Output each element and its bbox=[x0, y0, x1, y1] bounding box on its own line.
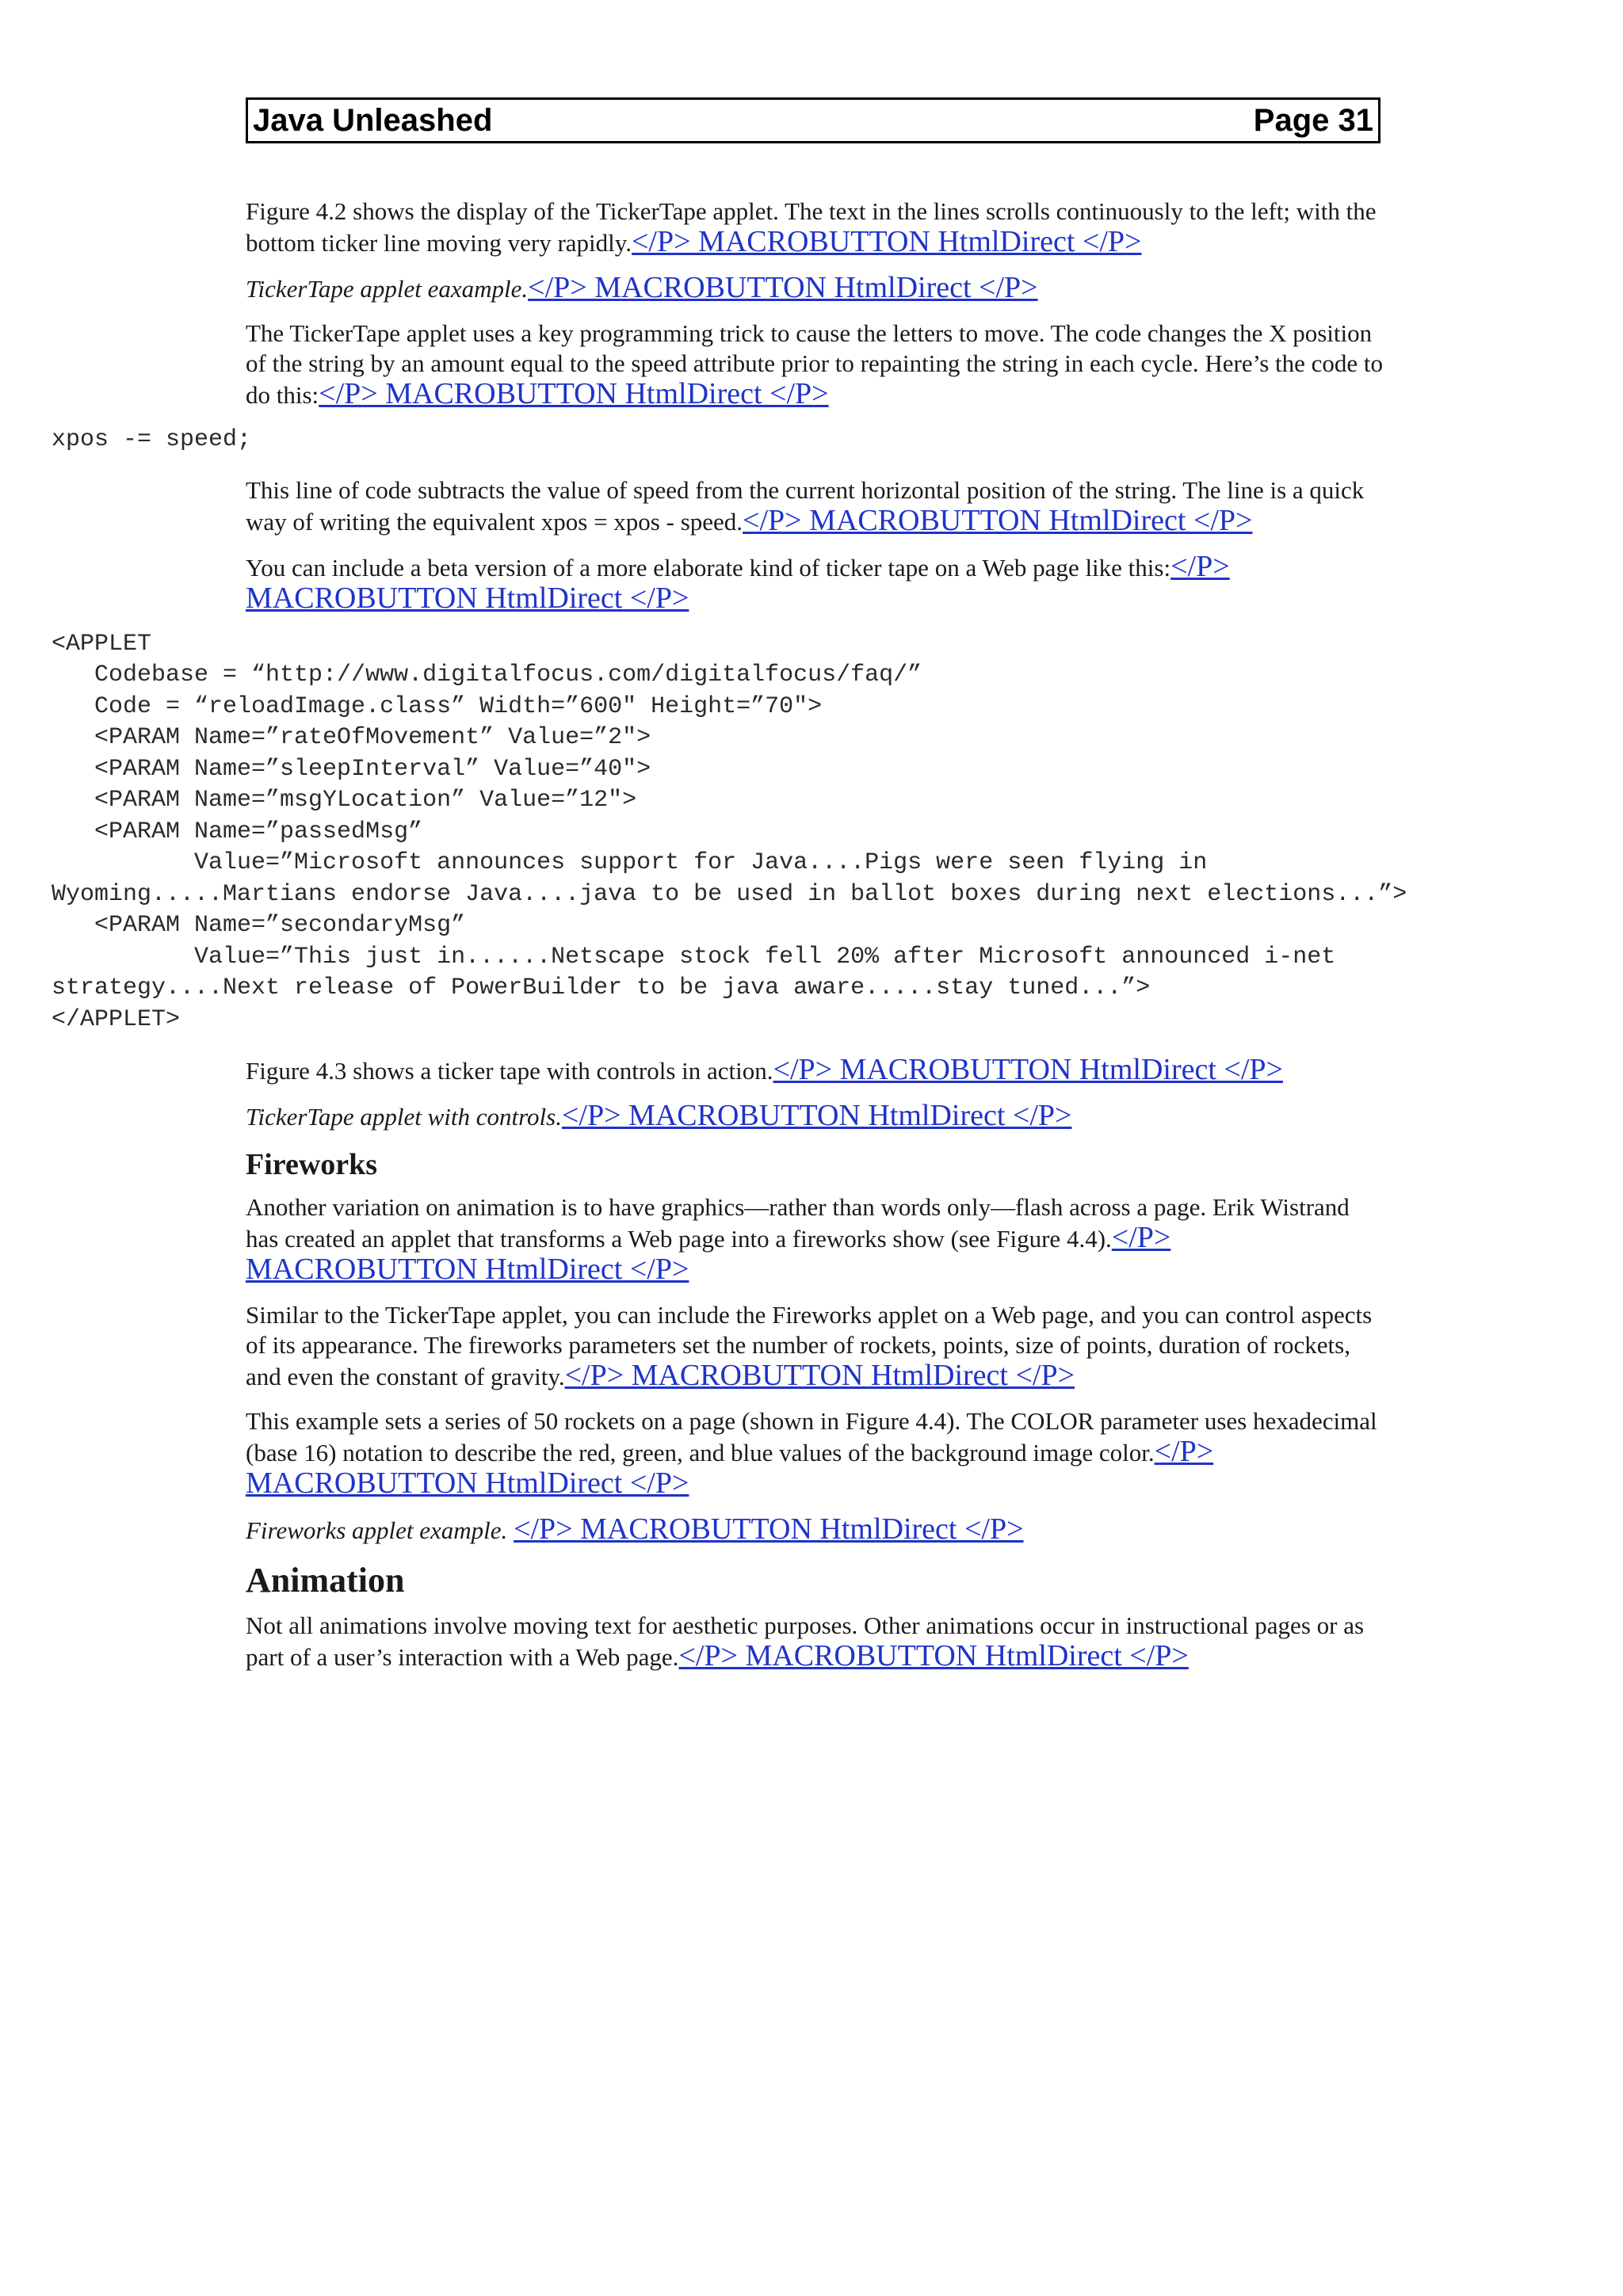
section-heading-animation: Animation bbox=[246, 1561, 405, 1600]
figure-caption bbox=[246, 273, 1384, 304]
macrobutton-link[interactable]: </P> MACROBUTTON HtmlDirect </P> bbox=[678, 1639, 1189, 1672]
paragraph-text: Another variation on animation is to have graphics—rather than words only—flash across a page. Erik Wistrand has created an applet that transforms a Web page into a fireworks show (see Figure 4.4). bbox=[246, 1193, 1350, 1253]
macrobutton-link[interactable]: </P> MACROBUTTON HtmlDirect </P> bbox=[562, 1099, 1072, 1132]
macrobutton-link[interactable]: </P> MACROBUTTON HtmlDirect </P> bbox=[773, 1053, 1283, 1086]
page-body bbox=[52, 196, 1407, 1687]
caption-text: TickerTape applet with controls. bbox=[246, 1103, 562, 1131]
applet-code-block: <APPLET Codebase = “http://www.digitalfocus.com/digitalfocus/faq/” Code = “reloadImage.class” Width=”600" Height=”70"> <PARAM Name=”rateOfMovement” Value=”2"> <PARAM Name=”sleepInterval” Value=”40"> <PARAM Name=”msgYLocation” Value=”12"> <PARAM Name=”passedMsg” Value=”Microsoft announces support for Java....Pigs were seen flying in Wyoming.....Martians endorse Java....java to be used in ballot boxes during next elections...”> <PARAM Name=”secondaryMsg” Value=”This just in......Netscape stock fell 20% after Microsoft announced i-net strategy....Next release of PowerBuilder to be java aware.....stay tuned...”> </APPLET> bbox=[52, 630, 1407, 1033]
macrobutton-link[interactable]: </P> MACROBUTTON HtmlDirect </P> bbox=[246, 549, 1230, 615]
caption-text: TickerTape applet eaxample. bbox=[246, 275, 529, 303]
paragraph-text: This example sets a series of 50 rockets on a page (shown in Figure 4.4). The COLOR parameter uses hexadecimal (base 16) notation to describe the red, green, and blue values of the background image color. bbox=[246, 1407, 1377, 1466]
paragraph bbox=[246, 1611, 1384, 1672]
section-heading-fireworks: Fireworks bbox=[246, 1148, 378, 1181]
paragraph-text: Figure 4.2 shows the display of the TickerTape applet. The text in the lines scrolls continuously to the left; with the bottom ticker line moving very rapidly. bbox=[246, 197, 1377, 257]
paragraph bbox=[246, 1406, 1384, 1500]
macrobutton-link[interactable]: </P> MACROBUTTON HtmlDirect </P> bbox=[564, 1359, 1075, 1392]
paragraph-text: The TickerTape applet uses a key programming trick to cause the letters to move. The code changes the X position of the string by an amount equal to the speed attribute prior to repainting the string in each cycle. Here’s the code to do this: bbox=[246, 319, 1384, 409]
caption-text: Fireworks applet example. bbox=[246, 1516, 514, 1544]
macrobutton-link[interactable]: </P> MACROBUTTON HtmlDirect </P> bbox=[528, 271, 1038, 304]
code-block: xpos -= speed; bbox=[52, 426, 252, 453]
macrobutton-link[interactable]: </P> MACROBUTTON HtmlDirect </P> bbox=[246, 1435, 1214, 1500]
paragraph-text: You can include a beta version of a more elaborate kind of ticker tape on a Web page like this: bbox=[246, 553, 1171, 582]
paragraph bbox=[246, 475, 1384, 537]
paragraph bbox=[246, 196, 1384, 258]
paragraph bbox=[246, 551, 1384, 615]
figure-caption bbox=[246, 1100, 1384, 1132]
macrobutton-link[interactable]: </P> MACROBUTTON HtmlDirect </P> bbox=[246, 1221, 1171, 1286]
paragraph bbox=[246, 1055, 1384, 1086]
macrobutton-link[interactable]: </P> MACROBUTTON HtmlDirect </P> bbox=[743, 503, 1253, 537]
paragraph-text: Figure 4.3 shows a ticker tape with controls in action. bbox=[246, 1057, 773, 1085]
macrobutton-link[interactable]: </P> MACROBUTTON HtmlDirect </P> bbox=[319, 377, 829, 410]
paragraph-text: Not all animations involve moving text for aesthetic purposes. Other animations occur in instructional pages or as part of a user’s interaction with a Web page. bbox=[246, 1611, 1365, 1671]
page-header bbox=[246, 97, 1381, 143]
book-title: Java Unleashed bbox=[253, 102, 493, 138]
macrobutton-link[interactable]: </P> MACROBUTTON HtmlDirect </P> bbox=[632, 225, 1142, 258]
paragraph-text: Similar to the TickerTape applet, you can include the Fireworks applet on a Web page, and you can control aspects of its appearance. The fireworks parameters set the number of rockets, points, size of points, duration of rockets, and even the constant of gravity. bbox=[246, 1301, 1373, 1390]
figure-caption bbox=[246, 1514, 1384, 1546]
paragraph bbox=[246, 318, 1384, 410]
macrobutton-link[interactable]: </P> MACROBUTTON HtmlDirect </P> bbox=[514, 1512, 1024, 1546]
paragraph bbox=[246, 1192, 1384, 1286]
paragraph bbox=[246, 1300, 1384, 1392]
page-number: Page 31 bbox=[1253, 102, 1373, 138]
paragraph-text: This line of code subtracts the value of speed from the current horizontal position of the string. The line is a quick way of writing the equivalent xpos = xpos - speed. bbox=[246, 475, 1365, 536]
